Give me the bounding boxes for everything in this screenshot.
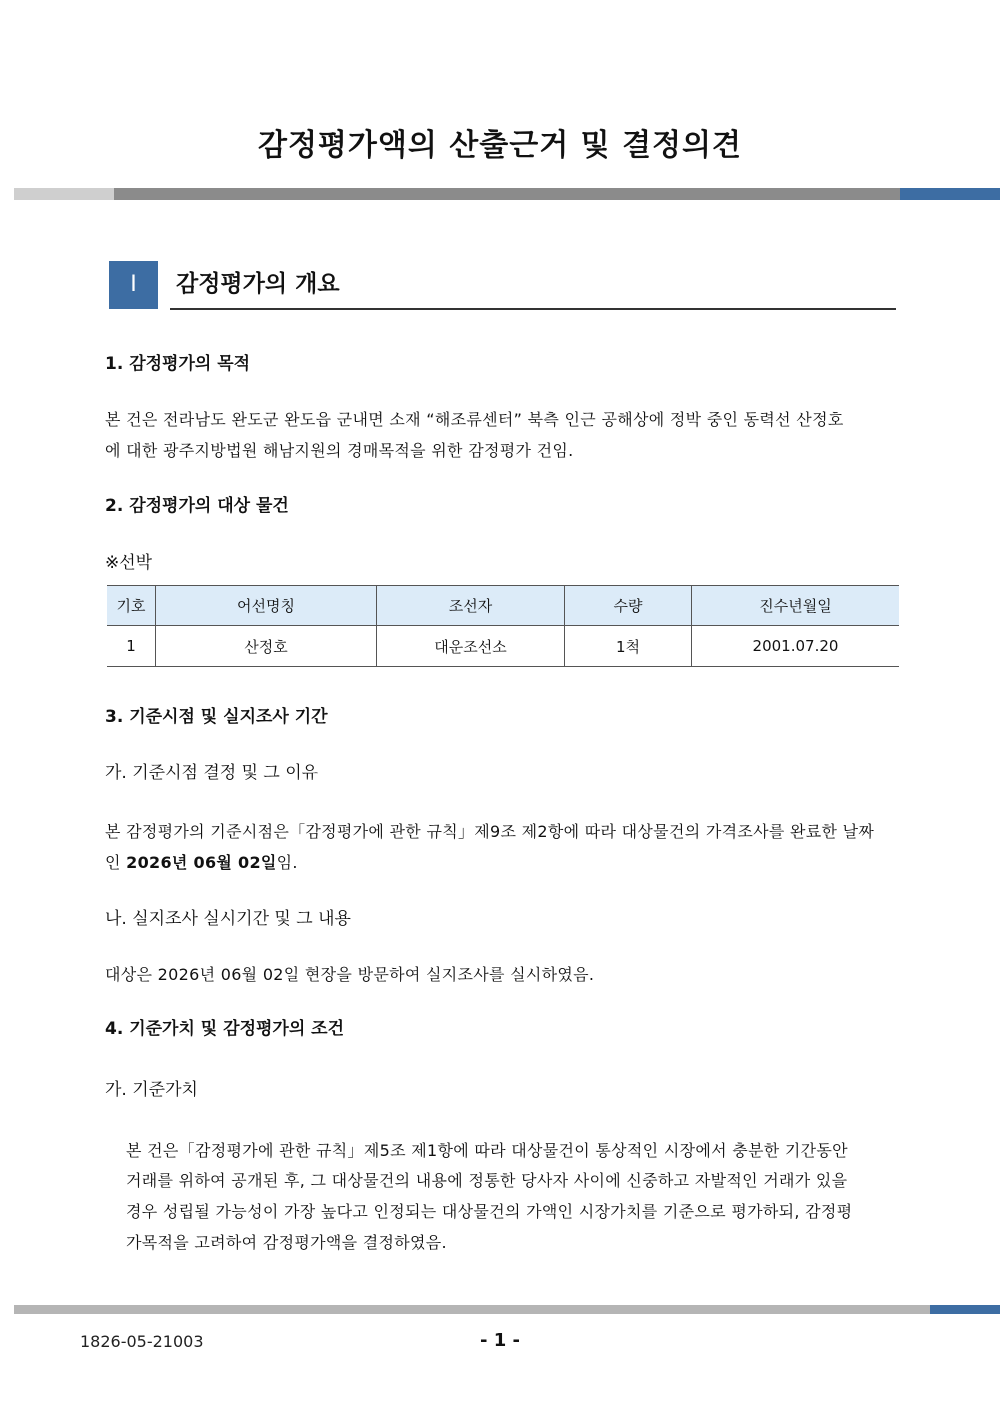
standard-value-line-4: 가목적을 고려하여 감정평가액을 결정하였음. [126,1233,447,1252]
purpose-line-2: 에 대한 광주지방법원 해남지원의 경매목적을 위한 감정평가 건임. [105,441,574,460]
section-number-badge: I [109,261,158,309]
header-divider-middle [114,188,900,200]
cell-symbol: 1 [107,626,156,667]
cell-launch-date: 2001.07.20 [692,626,900,667]
section-underline [170,308,896,310]
footer-divider [0,1305,1000,1314]
heading-purpose: 1. 감정평가의 목적 [105,354,251,374]
base-date-value: 2026년 06월 02일 [126,853,277,872]
subheading-inspection-period: 나. 실지조사 실시기간 및 그 내용 [105,909,351,929]
page-number: - 1 - [480,1330,520,1351]
col-header-symbol: 기호 [107,586,156,626]
subheading-standard-value: 가. 기준가치 [105,1080,198,1100]
header-divider-left [14,188,114,200]
base-date-line-2-suffix: 임. [276,853,298,872]
heading-base-date: 3. 기준시점 및 실지조사 기간 [105,707,328,727]
footer-divider-main [14,1305,930,1314]
ship-table [107,585,899,667]
document-id: 1826-05-21003 [80,1332,204,1351]
standard-value-line-3: 경우 성립될 가능성이 가장 높다고 인정되는 대상물건의 가액인 시장가치를 기준으로 평가하되, 감정평 [126,1202,853,1221]
base-date-line-1: 본 감정평가의 기준시점은「감정평가에 관한 규칙」제9조 제2항에 따라 대상물건의 가격조사를 완료한 날짜 [105,822,875,841]
cell-vessel-name: 산정호 [156,626,377,667]
table-header-row [107,586,899,626]
footer-divider-accent [930,1305,1000,1314]
col-header-launch-date: 진수년월일 [692,586,900,626]
cell-builder: 대운조선소 [377,626,565,667]
section-title: 감정평가의 개요 [176,271,340,297]
table-row [107,626,899,667]
subheading-base-date-reason: 가. 기준시점 결정 및 그 이유 [105,763,319,783]
base-date-line-2 [105,848,298,878]
col-header-vessel-name: 어선명칭 [156,586,377,626]
col-header-builder: 조선자 [377,586,565,626]
heading-target: 2. 감정평가의 대상 물건 [105,496,289,516]
heading-standard-value: 4. 기준가치 및 감정평가의 조건 [105,1019,345,1039]
header-divider [0,188,1000,200]
standard-value-line-1: 본 건은「감정평가에 관한 규칙」제5조 제1항에 따라 대상물건이 통상적인 시장에서 충분한 기간동안 [126,1141,848,1160]
standard-value-line-2: 거래를 위하여 공개된 후, 그 대상물건의 내용에 정통한 당사자 사이에 신중하고 자발적인 거래가 있을 [126,1171,848,1190]
base-date-line-2-prefix: 인 [105,853,127,872]
inspection-line-1: 대상은 2026년 06월 02일 현장을 방문하여 실지조사를 실시하였음. [105,965,595,984]
col-header-quantity: 수량 [565,586,692,626]
cell-quantity: 1척 [565,626,692,667]
target-note: ※선박 [105,553,153,573]
document-title: 감정평가액의 산출근거 및 결정의견 [257,128,743,163]
header-divider-accent [900,188,1000,200]
purpose-line-1: 본 건은 전라남도 완도군 완도읍 군내면 소재 “해조류센터” 북측 인근 공해상에 정박 중인 동력선 산정호 [105,410,844,429]
